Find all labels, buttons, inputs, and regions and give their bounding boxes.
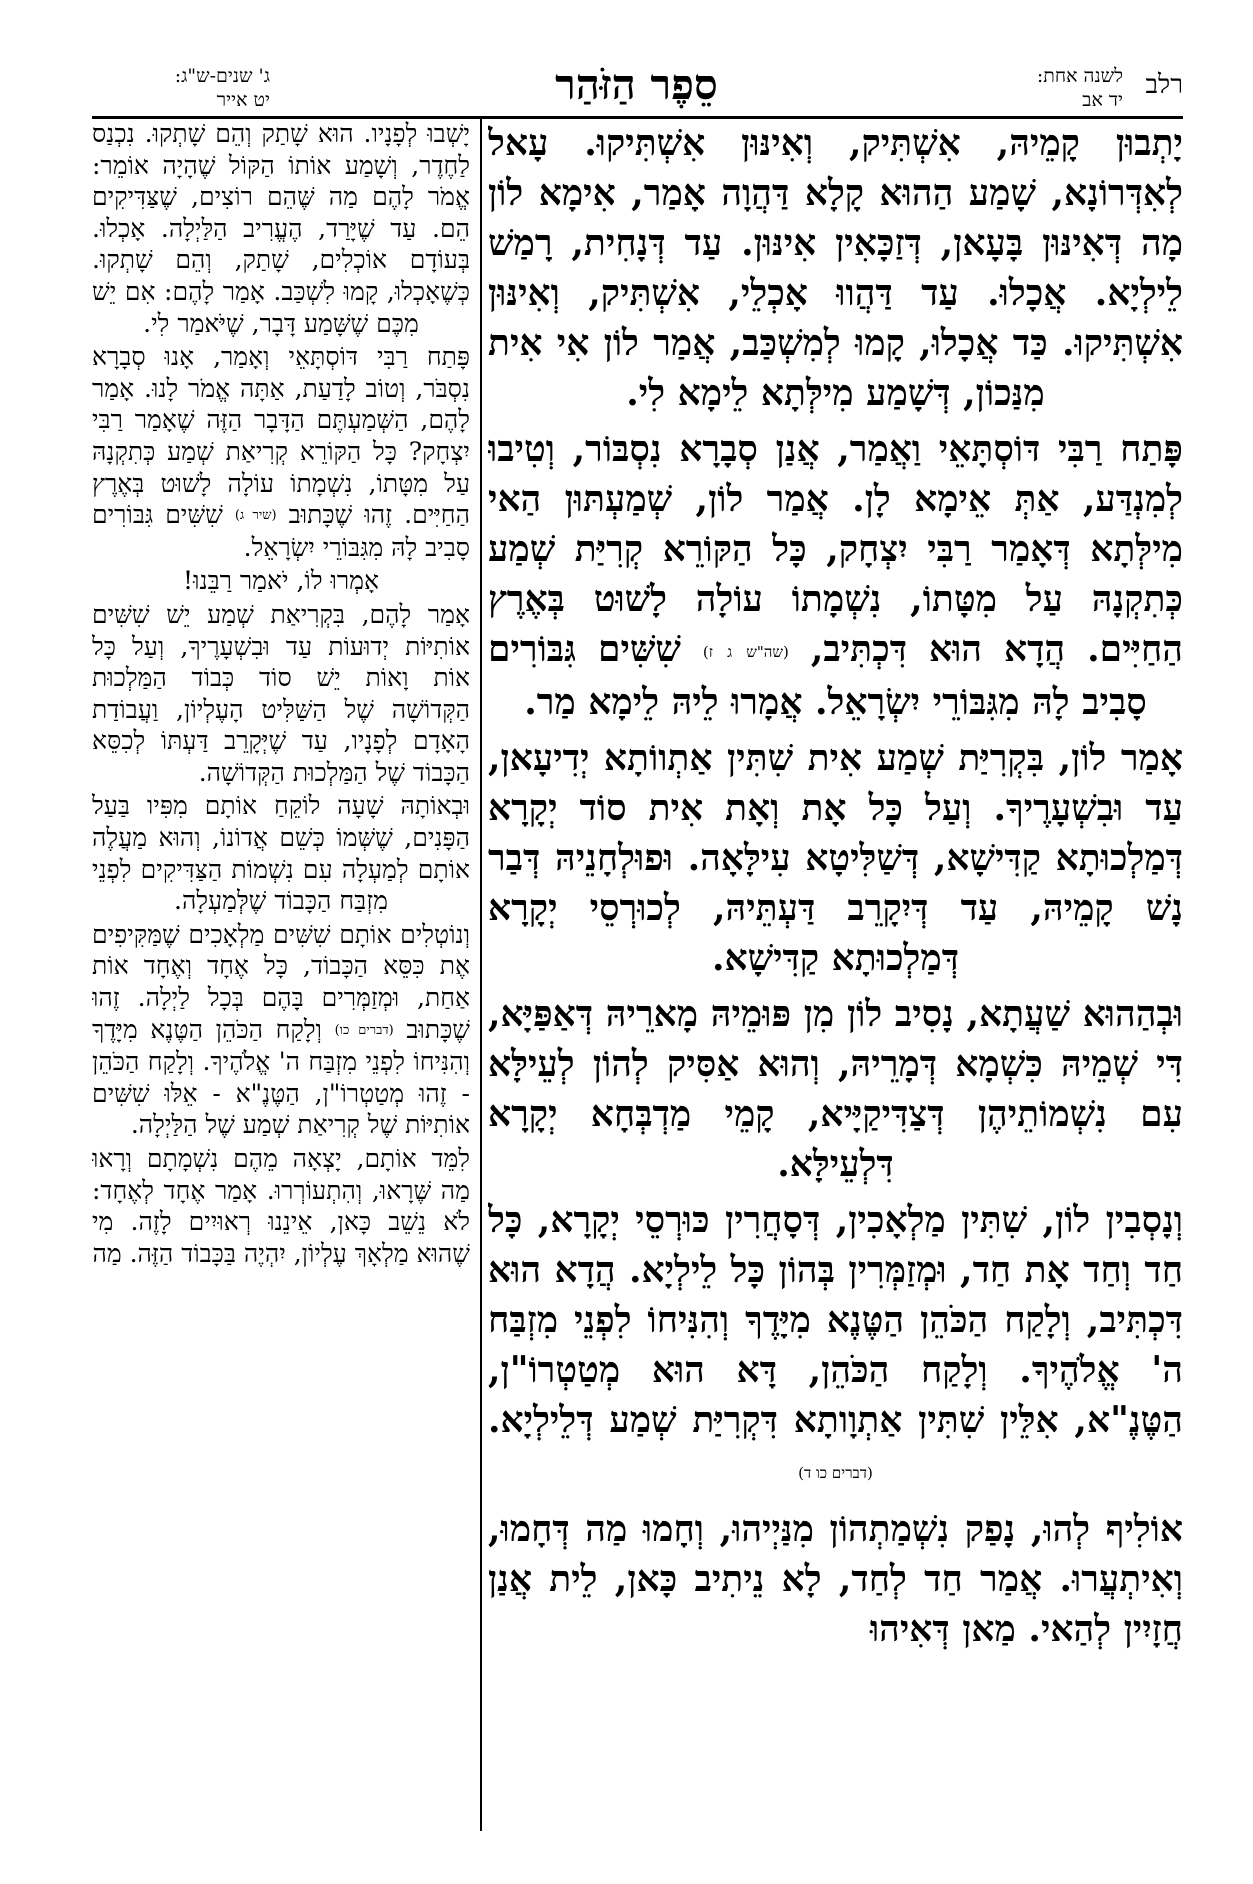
main-paragraph-text: וְנָסְבִין לוֹן, שִׁתִּין מַלְאָכִין, דְּסָחֲרִין כּוּרְסֵי יְקָרָא, כָּל חַד וְחַד אָת חַד, וּמְזַמְּרִין בְּהוֹן כָּל לֵילְיָא. הֲדָא הוּא דִּכְתִּיב, וְלָקַח הַכֹּהֵן הַטֶּנֶא מִיָּדֶךָ וְהִנִּיחוֹ לִפְנֵי מִזְבַּח ה' אֱלֹהֶיךָ. וְלָקַח הַכֹּהֵן, דָּא הוּא מְטַטְרוֹ"ן, הַטֶּנֶ"א, אִלֵּין שִׁתִּין אַתְוָותָא דִּקְרִיַּת שְׁמַע דְּלֵילְיָא. — [488, 1199, 1183, 1441]
main-paragraph: אוֹלִיף לְהוּ, נָפַק נִשְׁמַתְהוֹן מִנַּיְיהוּ, וְחָמוּ מַה דְּחָמוּ, וְאִיתְעֲרוּ. אֲמַר חַד לְחַד, לָא נֵיתִיב כָּאן, לֵית אֲנַן חֲזָיִין לְהַאי. מַאן דְּאִיהוּ — [488, 1508, 1183, 1650]
schedule-three-years-label: ג' שנים-ש"ג: — [174, 65, 270, 87]
side-paragraph-text: פָּתַח רַבִּי דּוֹסְתָּאֵי וְאָמַר, אָנוּ סְבָרָא נִסְבֹּר, וְטוֹב לָדַעַת, אַתָּה אֱמֹר לָנוּ. אָמַר לָהֶם, הַשְּׁמַעְתֶּם הַדָּבָר הַזֶּה שֶׁאָמַר רַבִּי יִצְחָק? כָּל הַקּוֹרֵא קְרִיאַת שְׁמַע כְּתִקְנָהּ עַל מִטָּתוֹ, נִשְׁמָתוֹ עוֹלָה לָשׁוּט בְּאֶרֶץ הַחַיִּים. זֶהוּ שֶׁכָּתוּב — [92, 342, 470, 530]
page-number: רלב — [1145, 70, 1183, 100]
side-paragraph: אָמַר לָהֶם, בִּקְרִיאַת שְׁמַע יֵשׁ שִׁשִּׁים אוֹתִיּוֹת יְדוּעוֹת עַד וּבִשְׁעָרֶיךָ, וְעַל כָּל אוֹת וָאוֹת יֵשׁ סוֹד כְּבוֹד הַמַּלְכוּת הַקְּדוֹשָׁה שֶׁל הַשַּׁלִּיט הָעֶלְיוֹן, וַעֲבוֹדַת הָאָדָם לְפָנָיו, עַד שֶׁיְּקָרֵב דַּעְתּוֹ לְכִסֵּא הַכָּבוֹד שֶׁל הַמַּלְכוּת הַקְּדוֹשָׁה. — [92, 599, 470, 787]
verse-reference: (דברים כו) — [334, 1022, 394, 1038]
main-column-aramaic — [488, 118, 1183, 1848]
column-divider — [480, 116, 482, 1831]
main-paragraph-text: אֲמָרוּ לֵיהּ לֵימָא מַר. — [524, 681, 803, 723]
main-paragraph: אָמַר לוֹן, בִּקְרִיַּת שְׁמַע אִית שִׁתִּין אַתְווֹתָא יְדִיעָאן, עַד וּבִשְׁעָרֶיךָ. וְעַל כָּל אָת וְאָת אִית סוֹד יְקָרָא דְּמַלְכוּתָא קַדִּישָׁא, דְּשַׁלִּיטָא עִילָּאָה. וּפוּלְחָנֵיהּ דְּבַר נָשׁ קָמֵיהּ, עַד דְּיִקָרֵב דַּעְתֵּיהּ, לְכוּרְסֵי יְקָרָא דְּמַלְכוּתָא קַדִּישָׁא. — [488, 737, 1183, 979]
side-paragraph: יָשְׁבוּ לְפָנָיו. הוּא שָׁתַק וְהֵם שָׁתְקוּ. נִכְנַס לַחֶדֶר, וְשָׁמַע אוֹתוֹ הַקּוֹל שֶׁהָיָה אוֹמֵר: אֱמֹר לָהֶם מַה שֶּׁהֵם רוֹצִים, שֶׁצַּדִּיקִים הֵם. עַד שֶׁיָּרַד, הֶעֱרִיב הַלַּיְלָה. אָכְלוּ. בְּעוֹדָם אוֹכְלִים, שָׁתַק, וְהֵם שָׁתְקוּ. כְּשֶׁאָכְלוּ, קָמוּ לִשְׁכַּב. אָמַר לָהֶם: אִם יֵשׁ מִכֶּם שֶׁשָּׁמַע דָּבָר, שֶׁיֹּאמַר לִי. — [92, 119, 470, 338]
schedule-one-year-date: יד אב — [1082, 89, 1123, 111]
verse-reference: (דברים כו ד) — [798, 1464, 873, 1482]
main-paragraph-text: פָּתַח רַבִּי דּוֹסְתָּאֵי וַאֲמַר, אֲנַן סְבָרָא נִסְבּוֹר, וְטִיבוּ לְמִנְדַּע, אַתְּ אֵימָא לָן. אֲמַר לוֹן, שְׁמַעְתּוּן הַאי מִילְּתָא דְּאָמַר רַבִּי יִצְחָק, כָּל הַקּוֹרֵא קְרִיַּת שְׁמַע כְּתִקְנָהּ עַל מִטָּתוֹ, נִשְׁמָתוֹ עוֹלָה לָשׁוּט בְּאֶרֶץ הַחַיִּים. הֲדָא הוּא דִּכְתִּיב, — [488, 428, 1183, 670]
main-paragraph: וּבְהַהוּא שַׁעֲתָא, נָסִיב לוֹן מִן פּוּמֵיהּ מָארֵיהּ דְּאַפַּיָּא, דִּי שְׁמֵיהּ כִּשְׁמָא דְּמָרֵיהּ, וְהוּא אַסִּיק לְהוֹן לְעֵילָּא עִם נִשְׁמוֹתֵיהֶן דְּצַדִּיקַיָּיא, קָמֵי מַדְבְּחָא יְקָרָא דִּלְעֵילָּא. — [488, 993, 1183, 1185]
side-paragraph — [92, 919, 470, 1141]
side-paragraph — [92, 341, 470, 563]
verse-quote: שִׁשִּׁים גִּבּוֹרִים סָבִיב לָהּ מִגִּבּוֹרֵי יִשְׂרָאֵל. — [92, 500, 470, 562]
side-column-hebrew — [92, 118, 470, 1848]
main-paragraph: יָתְבוּן קָמֵיהּ, אִשְׁתִּיק, וְאִינּוּן אִשְׁתִּיקוּ. עָאל לְאִדְּרוֹנָא, שָׁמַע הַהוּא קָלָא דַּהֲוָה אָמַר, אִימָא לוֹן מָה דְּאִינּוּן בָּעָאן, דְּזַכָּאִין אִינּוּן. עַד דְּנָחִית, רָמַשׁ לֵילְיָא. אֲכָלוּ. עַד דַּהֲווּ אָכְלֵי, אִשְׁתִּיק, וְאִינּוּן אִשְׁתִּיקוּ. כַּד אֲכָלוּ, קָמוּ לְמִשְׁכַּב, אֲמַר לוֹן אִי אִית מִנַּכוֹן, דְּשָׁמַע מִילְּתָא לֵימָא לִי. — [488, 122, 1183, 414]
schedule-three-years-date: יט אייר — [216, 89, 270, 111]
verse-reference: (שיר ג) — [234, 508, 277, 524]
book-title: סֵפֶר הַזֹּהַר — [555, 60, 718, 109]
verse-reference: (שה"ש ג ז) — [702, 643, 789, 661]
side-paragraph-text: וְלָקַח הַכֹּהֵן הַטֶּנֶא מִיָּדֶךָ וְהִנִּיחוֹ לִפְנֵי מִזְבַּח ה' אֱלֹהֶיךָ. וְלָקַח הַכֹּהֵן - זֶהוּ מְטַטְרוֹ"ן, הַטֶּנֶ"א - אֵלּוּ שִׁשִּׁים אוֹתִיּוֹת שֶׁל קְרִיאַת שְׁמַע שֶׁל הַלַּיְלָה. — [92, 1014, 470, 1140]
schedule-three-years — [90, 64, 270, 112]
main-paragraph — [488, 424, 1183, 727]
side-paragraph: לִמֵּד אוֹתָם, יָצְאָה מֵהֶם נִשְׁמָתָם וְרָאוּ מַה שֶּׁרָאוּ, וְהִתְעוֹרְרוּ. אָמַר אֶחָד לְאֶחָד: לֹא נֵשֵׁב כָּאן, אֵינֵנוּ רְאוּיִים לָזֶה. מִי שֶׁהוּא מַלְאָךְ עֶלְיוֹן, יִהְיֶה בַּכָּבוֹד הַזֶּה. מַה — [92, 1144, 470, 1268]
schedule-one-year-label: לשנה אחת: — [1036, 65, 1123, 87]
main-paragraph — [488, 1195, 1183, 1498]
verse-quote: שִׁשִּׁים גִּבּוֹרִים סָבִיב לָהּ מִגִּבּוֹרֵי יִשְׂרָאֵל. — [488, 628, 1147, 723]
side-paragraph: אָמְרוּ לוֹ, יֹאמַר רַבֵּנוּ! — [183, 566, 379, 596]
side-paragraph: וּבְאוֹתָהּ שָׁעָה לוֹקֵחַ אוֹתָם מִפִּיו בַּעַל הַפָּנִים, שֶׁשְּׁמוֹ כְּשֵׁם אֲדוֹנוֹ, וְהוּא מַעֲלֶה אוֹתָם לְמַעְלָה עִם נִשְׁמוֹת הַצַּדִּיקִים לִפְנֵי מִזְבַּח הַכָּבוֹד שֶׁלְּמַעְלָה. — [92, 791, 470, 916]
side-paragraph-text: וְנוֹטְלִים אוֹתָם שִׁשִּׁים מַלְאָכִים שֶׁמַּקִּיפִים אֶת כִּסֵּא הַכָּבוֹד, כָּל אֶחָד וְאֶחָד אוֹת אַחַת, וּמְזַמְּרִים בָּהֶם בְּכָל לַיְלָה. זֶהוּ שֶׁכָּתוּב — [92, 919, 470, 1044]
